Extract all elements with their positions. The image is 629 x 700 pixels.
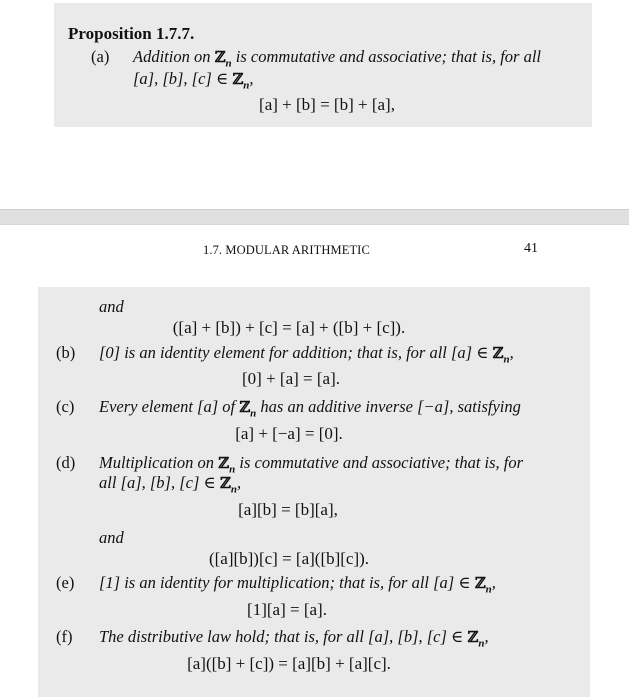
item-b-equation: [0] + [a] = [a]. [242, 369, 340, 388]
item-c-text: Every element [a] of ℤ$_n$ has an additive inverse [−a], satisfying [99, 397, 521, 420]
item-d-line1: Multiplication on ℤ$_n$ is commutative and associative; that is, for [99, 453, 524, 476]
modulus-subscript: n [485, 583, 492, 596]
modulus-subscript: n [230, 483, 237, 496]
and-text-1: and [99, 297, 124, 316]
item-d-line2: all [a], [b], [c] ∈ ℤ$_n$, [99, 473, 242, 496]
item-a-line2: [a], [b], [c] ∈ ℤ$_n$, [133, 69, 254, 92]
integers-mod-n-symbol: ℤ [219, 474, 231, 492]
modulus-subscript: n [250, 407, 257, 420]
item-d-equation: [a][b] = [b][a], [238, 500, 338, 519]
and-text-2: and [99, 528, 124, 547]
integers-mod-n-symbol: ℤ [239, 398, 251, 416]
item-b-text: [0] is an identity element for addition; that is, for all [a] ∈ ℤ$_n$, [99, 343, 514, 366]
integers-mod-n-symbol: ℤ [492, 344, 504, 362]
item-a-label: (a) [91, 47, 110, 66]
equation-multiplicative-associativity: ([a][b])[c] = [a]([b][c]). [208, 549, 370, 568]
integers-mod-n-symbol: ℤ [232, 70, 244, 88]
item-a-line1: Addition on ℤ$_n$ is commutative and associative; that is, for all [133, 47, 542, 70]
integers-mod-n-symbol: ℤ [467, 628, 479, 646]
item-f-text: The distributive law hold; that is, for all [a], [b], [c] ∈ ℤ$_n$, [99, 627, 489, 650]
integers-mod-n-symbol: ℤ [214, 48, 226, 66]
item-e-equation: [1][a] = [a]. [247, 600, 327, 619]
item-c-label: (c) [56, 397, 75, 416]
item-a-equation: [a] + [b] = [b] + [a], [259, 95, 395, 114]
modulus-subscript: n [225, 57, 232, 70]
modulus-subscript: n [503, 353, 510, 366]
item-b-label: (b) [56, 343, 76, 362]
item-e-label: (e) [56, 573, 75, 592]
item-d-label: (d) [56, 453, 76, 472]
modulus-subscript: n [229, 463, 236, 476]
integers-mod-n-symbol: ℤ [218, 454, 230, 472]
integers-mod-n-symbol: ℤ [474, 574, 486, 592]
running-header: 1.7. MODULAR ARITHMETIC [203, 243, 370, 257]
item-c-equation: [a] + [−a] = [0]. [235, 424, 343, 443]
page-number: 41 [524, 241, 538, 256]
item-f-equation: [a]([b] + [c]) = [a][b] + [a][c]. [187, 654, 391, 673]
modulus-subscript: n [243, 79, 250, 92]
proposition-title: Proposition 1.7.7. [68, 24, 195, 43]
page-separator [0, 209, 629, 225]
equation-additive-associativity: ([a] + [b]) + [c] = [a] + ([b] + [c]). [172, 318, 406, 337]
item-f-label: (f) [56, 627, 73, 646]
item-e-text: [1] is an identity for multiplication; that is, for all [a] ∈ ℤ$_n$, [99, 573, 496, 596]
modulus-subscript: n [478, 637, 485, 650]
